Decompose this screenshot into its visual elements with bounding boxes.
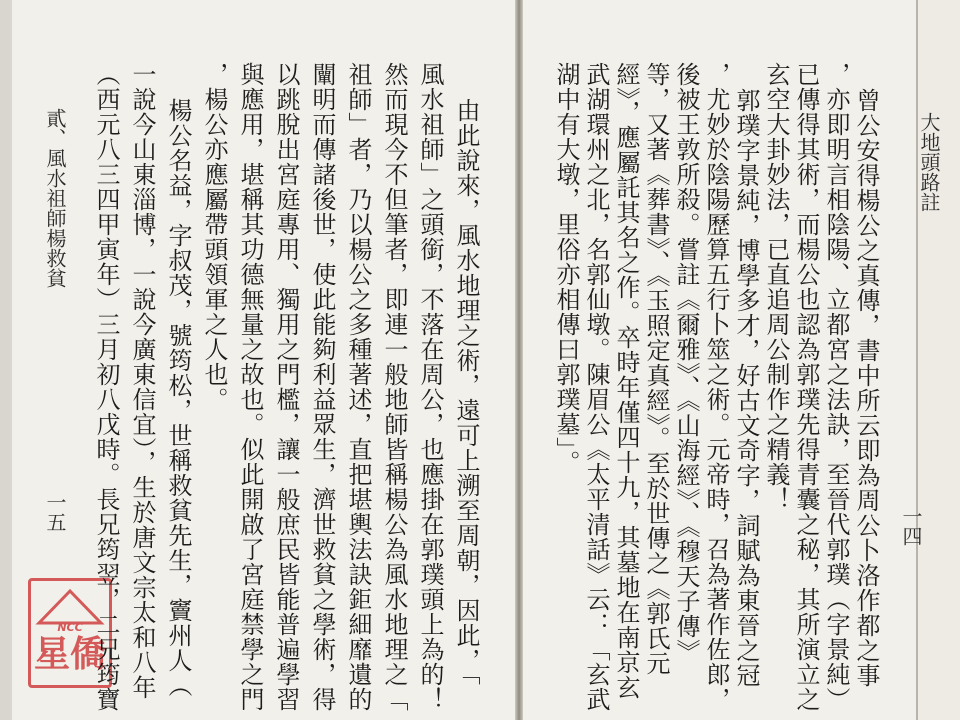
right-text-column: 郭璞字景純，博學多才，好古文奇字，詞賦為東晉之冠 <box>732 88 760 688</box>
right-text-column: ，亦即明言相陰陽、立都宮之法訣，至晉代郭璞（字景純） <box>822 62 850 712</box>
right-text-column: 經》，應屬託其名之作。卒時年僅四十九，其墓地在南京玄 <box>612 62 640 700</box>
left-text-column: 與應用，堪稱其功德無量之故也。似此開啟了宮庭禁學之門 <box>236 62 264 712</box>
left-text-column: 楊公名益，字叔茂，號筠松，世稱救貧先生，竇州人（ <box>164 98 192 698</box>
right-text-column: 已傳得其術，而楊公也認為郭璞先得青囊之秘，其所演立之 <box>792 62 820 712</box>
left-text-column: 闡明而傳諸後世，使此能夠利益眾生，濟世救貧之學術，得 <box>308 62 336 712</box>
next-page-edge <box>916 0 960 720</box>
left-text-column: 由此說來，風水地理之術，遠可上溯至周朝，因此，「 <box>452 98 480 686</box>
left-page-number: 一五 <box>43 492 67 532</box>
right-text-column: 武湖環州之北，名郭仙墩。陳眉公《太平清話》云：「玄武 <box>582 62 610 712</box>
right-text-column: ，尤妙於陰陽歷算五行卜筮之術。元帝時，召為著作佐郎， <box>702 62 730 712</box>
left-text-column: （西元八三四甲寅年）三月初八戊時。長兄筠翌，二兄筠寶 <box>92 62 120 712</box>
book-gutter <box>515 0 523 720</box>
left-text-column: 一說今山東淄博，一說今廣東信宜），生於唐文宗太和八年 <box>128 62 156 700</box>
right-page-number: 一四 <box>899 506 923 546</box>
right-page-header: 大地頭路註 <box>917 112 941 212</box>
right-text-column: 等，又著《葬書》、《玉照定真經》。至於世傳之《郭氏元 <box>642 62 670 676</box>
left-text-column: 以跳脫出宮庭專用、獨用之門檻，讓一般庶民皆能普遍學習 <box>272 62 300 712</box>
left-text-column: 風水祖師」之頭銜，不落在周公，也應掛在郭璞頭上為的！ <box>416 62 444 712</box>
stamp-text-en: NCC <box>57 621 83 634</box>
left-page-header: 貳、風水祖師楊救貧 <box>43 108 67 288</box>
stamp-text-cn: 星僑 <box>33 634 106 675</box>
right-text-column: 後被王敦所殺。嘗註《爾雅》、《山海經》、《穆天子傳》 <box>672 62 700 664</box>
right-text-column: 湖中有大墩，里俗亦相傳曰郭璞墓」。 <box>552 62 580 475</box>
right-text-column: 玄空大卦妙法，已直追周公制作之精義！ <box>762 62 790 512</box>
left-text-column: ，楊公亦應屬帶頭領軍之人也。 <box>200 62 228 412</box>
left-text-column: 然而現今不但筆者，即連一般地師皆稱楊公為風水地理之「 <box>380 62 408 712</box>
right-text-column: 曾公安得楊公之真傳，書中所云即為周公卜洛作都之事 <box>852 88 880 688</box>
left-text-column: 祖師」者，乃以楊公之多種著述，直把堪輿法訣鉅細靡遺的 <box>344 62 372 712</box>
